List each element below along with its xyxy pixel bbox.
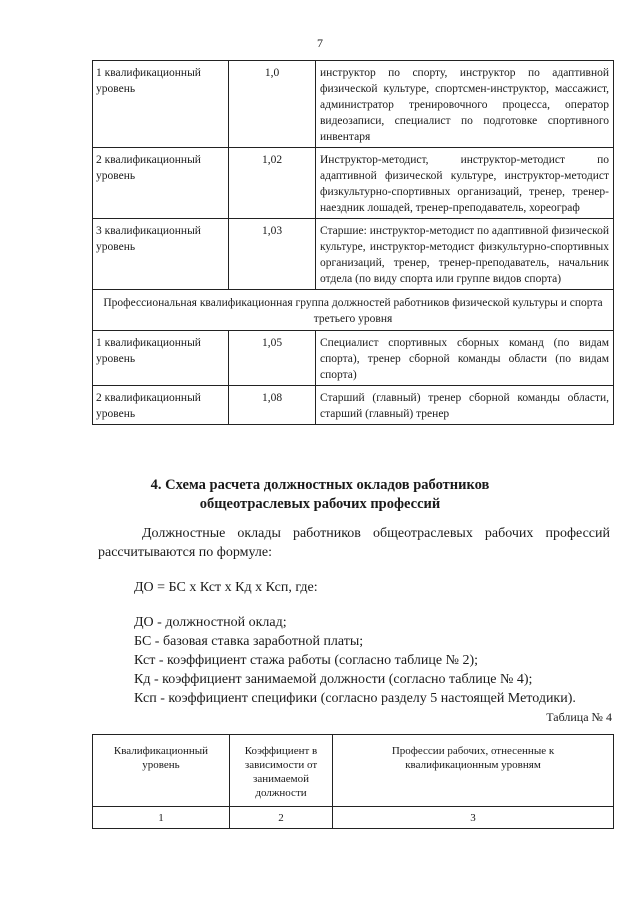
formula: ДО = БС х Кст х Кд х Ксп, где:: [134, 580, 318, 595]
header-row: [93, 735, 614, 807]
section-heading-line-1: 4. Схема расчета должностных окладов работников: [150, 477, 490, 493]
positions-cell: Специалист спортивных сборных команд (по видам спорта), тренер сборной команды области (по видам спорта): [316, 331, 614, 386]
positions-cell: инструктор по спорту, инструктор по адаптивной физической культуре, спортсмен-инструктор, массажист, администратор тренировочного процесса, оператор видеозаписи, специалист по подготовке спортивного инвентаря: [316, 61, 614, 148]
header-cell: Профессии рабочих, отнесенные к квалификационным уровням: [333, 735, 614, 807]
level-cell: 3 квалификационный уровень: [93, 219, 229, 290]
definition-item: БС - базовая ставка заработной платы;: [134, 634, 364, 649]
intro-paragraph: Должностные оклады работников общеотраслевых рабочих профессий рассчитываются по формуле:: [98, 526, 610, 560]
coefficient-cell: 1,03: [229, 219, 316, 290]
header-cell: Коэффициент в зависимости от занимаемой должности: [230, 735, 333, 807]
section-heading: [60, 476, 580, 514]
table-4: [92, 734, 614, 829]
definition-item: Кст - коэффициент стажа работы (согласно таблице № 2);: [134, 653, 478, 668]
group-header-row: [93, 290, 614, 331]
column-number: 3: [333, 807, 614, 829]
column-number-row: [93, 807, 614, 829]
definitions-list: [134, 613, 614, 708]
level-cell: 2 квалификационный уровень: [93, 148, 229, 219]
positions-cell: Старший (главный) тренер сборной команды области, старший (главный) тренер: [316, 386, 614, 425]
level-cell: 1 квалификационный уровень: [93, 61, 229, 148]
table-row: [93, 61, 614, 148]
positions-cell: Старшие: инструктор-методист по адаптивной физической культуре, инструктор-методист физкультурно-спортивных организаций, тренер, тренер-преподаватель, начальник отдела (по виду спорта или группе видов спорта): [316, 219, 614, 290]
definition-item: Кд - коэффициент занимаемой должности (согласно таблице № 4);: [134, 672, 533, 687]
qualification-table-continued: [92, 60, 614, 425]
table-row: [93, 386, 614, 425]
coefficient-cell: 1,05: [229, 331, 316, 386]
coefficient-cell: 1,0: [229, 61, 316, 148]
level-cell: 1 квалификационный уровень: [93, 331, 229, 386]
table-row: [93, 148, 614, 219]
group-header-cell: Профессиональная квалификационная группа должностей работников физической культуры и спорта третьего уровня: [93, 290, 614, 331]
level-cell: 2 квалификационный уровень: [93, 386, 229, 425]
table-row: [93, 331, 614, 386]
page-number: 7: [317, 36, 323, 50]
table-row: [93, 219, 614, 290]
definition-item: ДО - должностной оклад;: [134, 615, 287, 630]
coefficient-cell: 1,02: [229, 148, 316, 219]
column-number: 2: [230, 807, 333, 829]
definition-item: Ксп - коэффициент специфики (согласно разделу 5 настоящей Методики).: [134, 691, 576, 706]
table-caption: Таблица № 4: [546, 710, 612, 724]
positions-cell: Инструктор-методист, инструктор-методист по адаптивной физической культуре, инструктор-методист физкультурно-спортивных организаций, тренер, тренер-наездник лошадей, тренер-преподаватель, хореограф: [316, 148, 614, 219]
column-number: 1: [93, 807, 230, 829]
section-heading-line-2: общеотраслевых рабочих профессий: [199, 496, 441, 512]
coefficient-cell: 1,08: [229, 386, 316, 425]
header-cell: Квалификационный уровень: [93, 735, 230, 807]
